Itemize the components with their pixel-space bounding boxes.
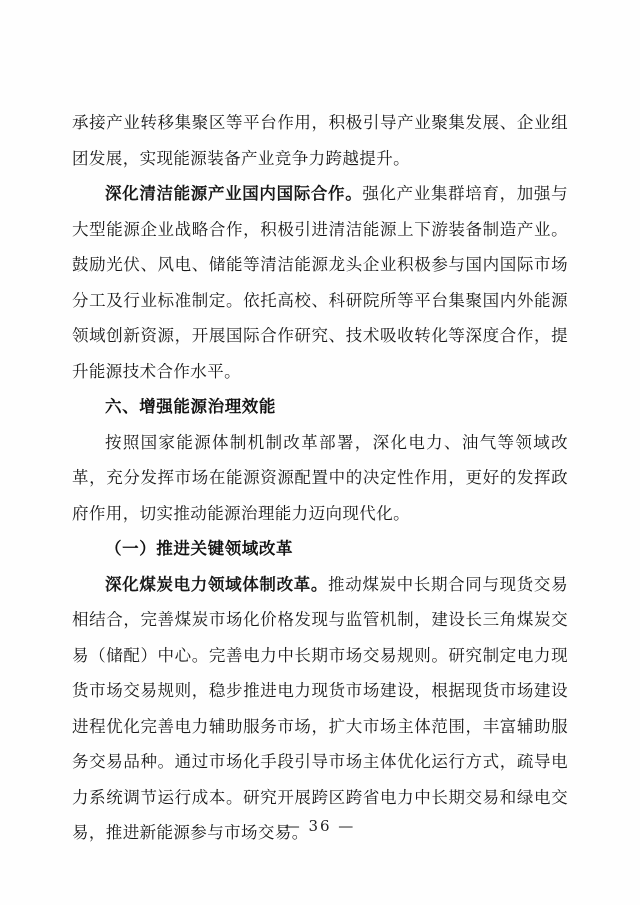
paragraph-text: 推动煤炭中长期合同与现货交易相结合，完善煤炭市场化价格发现与监管机制，建设长三角煤炭交易（储配）中心。完善电力中长期市场交易规则。研究制定电力现货市场交易规则，稳步推进电力现货市场建设，根据现货市场建设进程优化完善电力辅助服务市场，扩大市场主体范围，丰富辅助服务交易品种。通过市场化手段引导市场主体优化运行方式，疏导电力系统调节运行成本。研究开展跨区跨省电力中长期交易和绿电交易，推进新能源参与市场交易。 xyxy=(72,574,568,842)
paragraph-coal-power-reform xyxy=(72,567,568,851)
paragraph-continuation: 承接产业转移集聚区等平台作用，积极引导产业聚集发展、企业组团发展，实现能源装备产业竞争力跨越提升。 xyxy=(72,113,568,168)
paragraph-text: 强化产业集群培育，加强与大型能源企业战略合作，积极引进清洁能源上下游装备制造产业。鼓励光伏、风电、储能等清洁能源龙头企业积极参与国内国际市场分工及行业标准制定。依托高校、科研院所等平台集聚国内外能源领域创新资源，开展国际合作研究、技术吸收转化等深度合作，提升能源技术合作水平。 xyxy=(72,184,568,381)
paragraph-governance-intro: 按照国家能源体制机制改革部署，深化电力、油气等领域改革，充分发挥市场在能源资源配置中的决定性作用，更好的发挥政府作用，切实推动能源治理能力迈向现代化。 xyxy=(72,432,568,523)
page-number: — 36 — xyxy=(284,817,356,835)
section-heading-six: 六、增强能源治理效能 xyxy=(105,397,276,416)
subsection-heading-one: （一）推进关键领域改革 xyxy=(105,539,294,558)
document-body xyxy=(72,105,568,851)
paragraph-clean-energy-cooperation xyxy=(72,176,568,389)
page-footer xyxy=(0,817,640,835)
paragraph-lead-label: 深化清洁能源产业国内国际合作。 xyxy=(105,184,363,203)
paragraph-lead-label: 深化煤炭电力领域体制改革。 xyxy=(105,574,329,594)
